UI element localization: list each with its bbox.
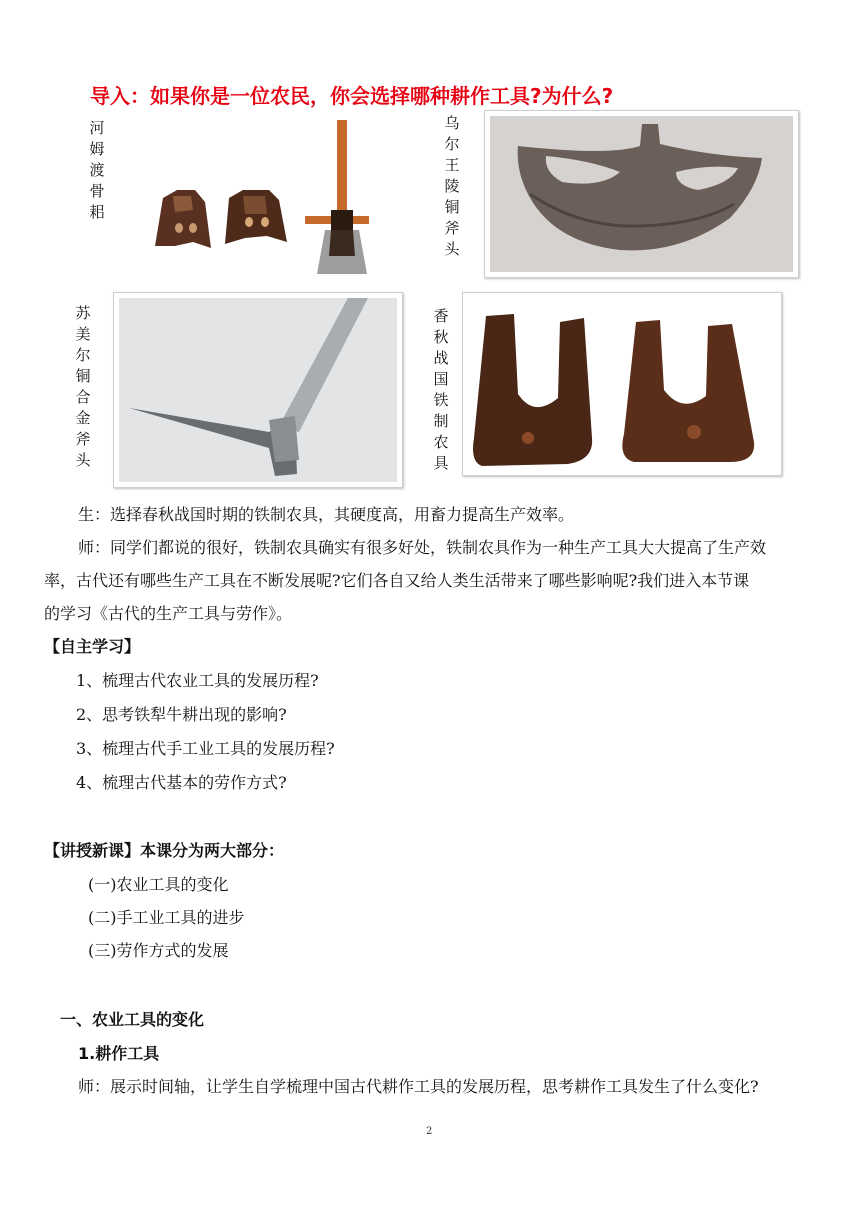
- self-study-item: 4、梳理古代基本的劳作方式?: [76, 773, 287, 792]
- intro-question-title: 导入：如果你是一位农民，你会选择哪种耕作工具?为什么?: [90, 84, 614, 108]
- caption-sumerian-axe: 苏美尔铜合金斧头: [75, 304, 91, 469]
- subsection-heading: 1.耕作工具: [78, 1044, 160, 1063]
- student-answer: 生：选择春秋战国时期的铁制农具，其硬度高，用畜力提高生产效率。: [78, 505, 575, 524]
- page-number: 2: [426, 1126, 433, 1137]
- self-study-item: 1、梳理古代农业工具的发展历程?: [76, 671, 319, 690]
- caption-iron-farm-tools: 香秋战国铁制农具: [433, 307, 449, 472]
- hemudu-bone-spade-image: [135, 118, 375, 278]
- sumerian-axe-image: [113, 292, 403, 488]
- teacher-text-line-1: 师：同学们都说的很好，铁制农具确实有很多好处，铁制农具作为一种生产工具大大提高了生产效: [78, 538, 767, 557]
- self-study-item: 3、梳理古代手工业工具的发展历程?: [76, 739, 335, 758]
- self-study-item: 2、思考铁犁牛耕出现的影响?: [76, 705, 287, 724]
- teacher-text-line-2: 率，古代还有哪些生产工具在不断发展呢?它们各自又给人类生活带来了哪些影响呢?我们进入本节课: [44, 571, 750, 590]
- lesson-part-item: (一)农业工具的变化: [88, 875, 229, 894]
- teacher-text-line-3: 的学习《古代的生产工具与劳作》。: [44, 604, 293, 623]
- section-heading: 一、农业工具的变化: [60, 1010, 205, 1029]
- caption-hemudu-bone-spade: 河姆渡骨耜: [89, 119, 105, 221]
- lesson-part-item: (二)手工业工具的进步: [88, 908, 245, 927]
- iron-farm-tools-image: [462, 292, 782, 476]
- new-lesson-heading: 【讲授新课】本课分为两大部分：: [44, 841, 285, 860]
- lesson-part-item: (三)劳作方式的发展: [88, 941, 229, 960]
- caption-ur-copper-axe: 乌尔王陵铜斧头: [444, 114, 460, 258]
- ur-copper-axe-image: [484, 110, 799, 278]
- self-study-heading: 【自主学习】: [44, 637, 141, 656]
- section-text: 师：展示时间轴，让学生自学梳理中国古代耕作工具的发展历程，思考耕作工具发生了什么变化?: [78, 1077, 759, 1096]
